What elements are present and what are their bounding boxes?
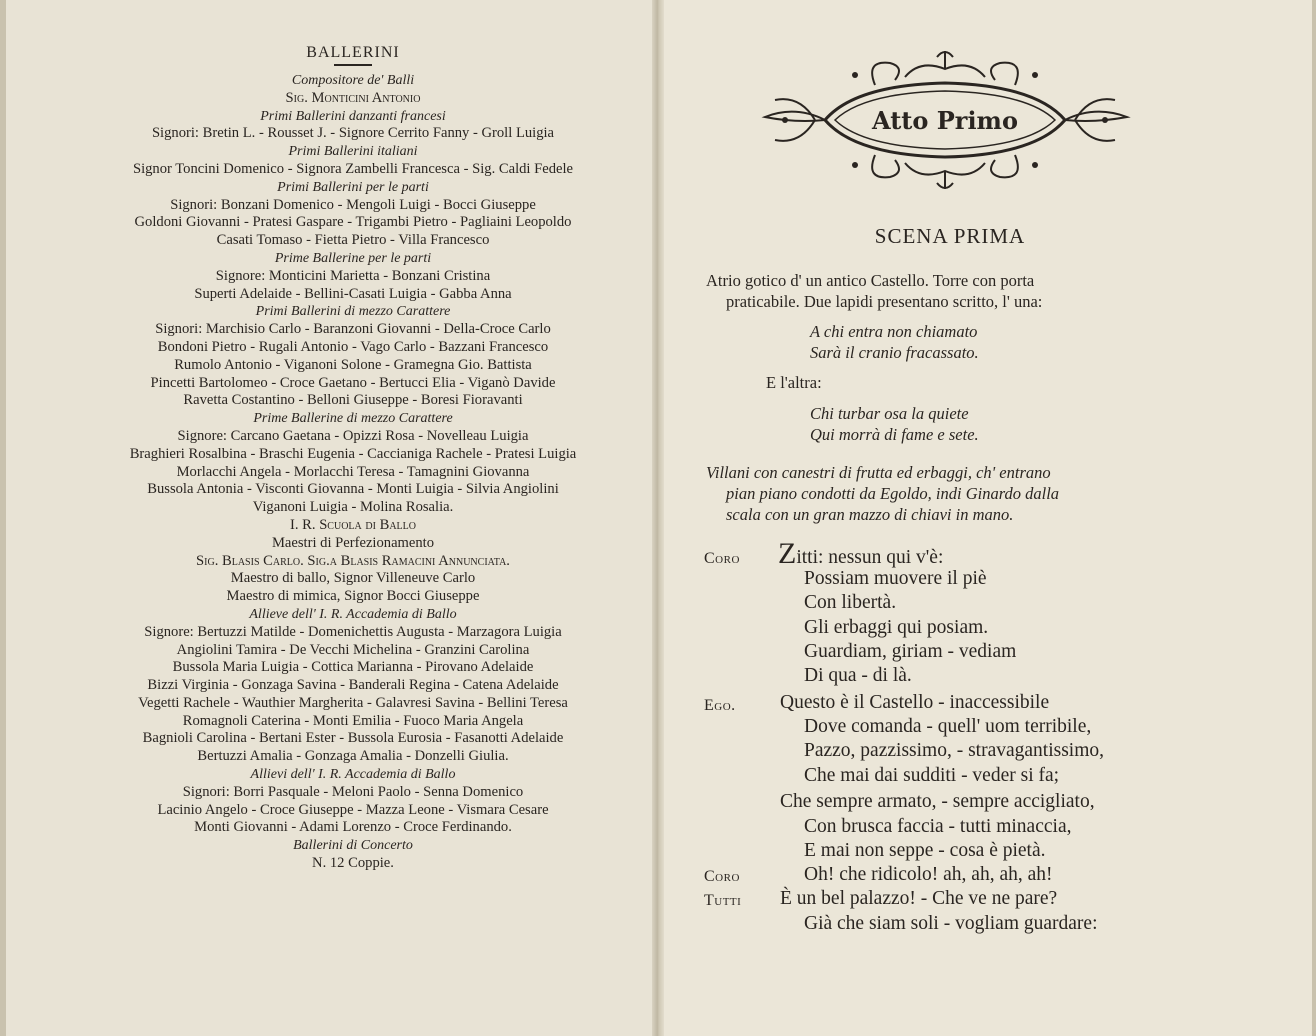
cast-line: I. R. Scuola di Ballo <box>290 516 416 533</box>
cast-heading: BALLERINI <box>306 44 400 61</box>
cast-line: Romagnoli Caterina - Monti Emilia - Fuoco Maria Angela <box>182 712 524 729</box>
verse-line: Con brusca faccia - tutti minaccia, <box>804 816 1072 837</box>
verse-line: Questo è il Castello - inaccessibile <box>780 692 1050 713</box>
cast-line: Allievi dell' I. R. Accademia di Ballo <box>250 767 456 783</box>
verse-line: E mai non seppe - cosa è pietà. <box>804 840 1046 861</box>
verse-line: Di qua - di là. <box>804 665 912 686</box>
cast-line: Viganoni Luigia - Molina Rosalia. <box>252 499 454 516</box>
verse-line: Dove comanda - quell' uom terribile, <box>804 716 1092 737</box>
cast-line: Bondoni Pietro - Rugali Antonio - Vago Carlo - Bazzani Francesco <box>157 338 549 355</box>
cast-line: Pincetti Bartolomeo - Croce Gaetano - Bertucci Elia - Viganò Davide <box>150 374 556 391</box>
cast-line: Sig. Monticini Antonio <box>285 89 421 106</box>
cast-line: Maestro di mimica, Signor Bocci Giuseppe <box>226 588 480 605</box>
inscription-line: Sarà il cranio fracassato. <box>810 343 979 362</box>
cast-line: Signori: Marchisio Carlo - Baranzoni Giovanni - Della-Croce Carlo <box>155 321 551 338</box>
stage-direction-line: praticabile. Due lapidi presentano scritto, l' una: <box>726 292 1043 311</box>
speaker-ego: Ego. <box>704 697 736 714</box>
speaker-coro: Coro <box>704 868 740 885</box>
cast-list <box>58 44 648 873</box>
verse-line: Che sempre armato, - sempre accigliato, <box>780 791 1095 812</box>
speaker-tutti: Tutti <box>704 892 742 909</box>
cast-line: Signor Toncini Domenico - Signora Zambelli Francesca - Sig. Caldi Fedele <box>132 160 574 177</box>
cast-line: Goldoni Giovanni - Pratesi Gaspare - Trigambi Pietro - Pagliaini Leopoldo <box>134 214 572 231</box>
cast-line: Bizzi Virginia - Gonzaga Savina - Banderali Regina - Catena Adelaide <box>147 677 559 694</box>
act-ornament <box>755 45 1135 195</box>
cast-line: Signore: Monticini Marietta - Bonzani Cristina <box>215 267 491 284</box>
inscription-line: A chi entra non chiamato <box>810 322 978 341</box>
cast-line: Casati Tomaso - Fietta Pietro - Villa Francesco <box>216 232 490 249</box>
verse-line: Pazzo, pazzissimo, - stravagantissimo, <box>804 740 1105 761</box>
cast-line: Signore: Bertuzzi Matilde - Domenichettis Augusta - Marzagora Luigia <box>144 623 562 640</box>
and-other-text: E l'altra: <box>766 373 822 392</box>
verse-line: Guardiam, giriam - vediam <box>804 641 1017 662</box>
speaker-coro: Coro <box>704 550 740 567</box>
cast-line: Signori: Borri Pasquale - Meloni Paolo - Senna Domenico <box>182 783 524 800</box>
cast-line: N. 12 Coppie. <box>312 855 394 872</box>
drop-cap: Z <box>778 537 797 570</box>
stage-direction-line: pian piano condotti da Egoldo, indi Ginardo dalla <box>726 484 1060 503</box>
cast-line: Maestro di ballo, Signor Villeneuve Carlo <box>230 570 476 587</box>
stage-direction-line: scala con un gran mazzo di chiavi in mano. <box>726 505 1014 524</box>
cast-line: Primi Ballerini italiani <box>288 144 418 160</box>
cast-lines <box>58 72 648 873</box>
verse-line: Possiam muovere il piè <box>804 568 987 589</box>
verse-line: Gli erbaggi qui posiam. <box>804 617 989 638</box>
inscription-line: Chi turbar osa la quiete <box>810 404 969 423</box>
book-gutter <box>652 0 664 1036</box>
cast-line: Angiolini Tamira - De Vecchi Michelina - Granzini Carolina <box>176 641 530 658</box>
cast-line: Rumolo Antonio - Viganoni Solone - Gramegna Gio. Battista <box>174 356 532 373</box>
cast-line: Primi Ballerini danzanti francesi <box>260 108 446 124</box>
stage-direction-line: Atrio gotico d' un antico Castello. Torre con porta <box>706 271 1035 290</box>
cast-line: Primi Ballerini per le parti <box>277 179 429 195</box>
cast-line: Signore: Carcano Gaetana - Opizzi Rosa - Novelleau Luigia <box>177 427 529 444</box>
cast-line: Monti Giovanni - Adami Lorenzo - Croce Ferdinando. <box>194 819 512 836</box>
cast-line: Bertuzzi Amalia - Gonzaga Amalia - Donzelli Giulia. <box>197 748 509 765</box>
cast-line: Ballerini di Concerto <box>293 838 413 854</box>
cast-line: Ravetta Costantino - Belloni Giuseppe - Boresi Fioravanti <box>183 392 523 409</box>
cast-line: Primi Ballerini di mezzo Carattere <box>255 304 451 320</box>
heading-rule <box>334 64 372 66</box>
cast-line: Braghieri Rosalbina - Braschi Eugenia - Caccianiga Rachele - Pratesi Luigia <box>129 445 577 462</box>
cast-line: Bussola Antonia - Visconti Giovanna - Monti Luigia - Silvia Angiolini <box>147 481 559 498</box>
verse-line: Già che siam soli - vogliam guardare: <box>804 913 1098 934</box>
cast-line: Prime Ballerine di mezzo Carattere <box>253 411 453 427</box>
cast-line: Signori: Bretin L. - Rousset J. - Signore Cerrito Fanny - Groll Luigia <box>151 125 555 142</box>
verse-line: Oh! che ridicolo! ah, ah, ah, ah! <box>804 864 1053 885</box>
cast-line: Superti Adelaide - Bellini-Casati Luigia - Gabba Anna <box>194 285 512 302</box>
scene-title: SCENA PRIMA <box>874 224 1026 248</box>
cast-line: Bagnioli Carolina - Bertani Ester - Bussola Eurosia - Fasanotti Adelaide <box>142 730 564 747</box>
verse-line: Che mai dai sudditi - veder si fa; <box>804 765 1060 786</box>
verse-line: È un bel palazzo! - Che ve ne pare? <box>780 888 1058 909</box>
cast-line: Morlacchi Angela - Morlacchi Teresa - Tamagnini Giovanna <box>176 463 530 480</box>
cast-line: Bussola Maria Luigia - Cottica Marianna - Pirovano Adelaide <box>172 659 534 676</box>
cast-line: Prime Ballerine per le parti <box>274 250 432 266</box>
cast-line: Compositore de' Balli <box>291 73 415 88</box>
cast-line: Lacinio Angelo - Croce Giuseppe - Mazza Leone - Vismara Cesare <box>157 801 549 818</box>
act-title: Atto Primo <box>872 106 1018 135</box>
cast-line: Signori: Bonzani Domenico - Mengoli Luigi - Bocci Giuseppe <box>170 196 536 213</box>
stage-direction-line: Villani con canestri di frutta ed erbaggi, ch' entrano <box>706 463 1051 482</box>
verse-line-rest: itti: nessun qui v'è: <box>796 547 944 568</box>
cast-line: Vegetti Rachele - Wauthier Margherita - Galavresi Savina - Bellini Teresa <box>138 694 568 711</box>
inscription-line: Qui morrà di fame e sete. <box>810 425 979 444</box>
cast-line: Maestri di Perfezionamento <box>271 534 435 551</box>
cast-line: Sig. Blasis Carlo. Sig.a Blasis Ramacini Annunciata. <box>196 552 510 569</box>
cast-line: Allieve dell' I. R. Accademia di Ballo <box>249 606 457 622</box>
verse-line: Con libertà. <box>804 592 897 613</box>
